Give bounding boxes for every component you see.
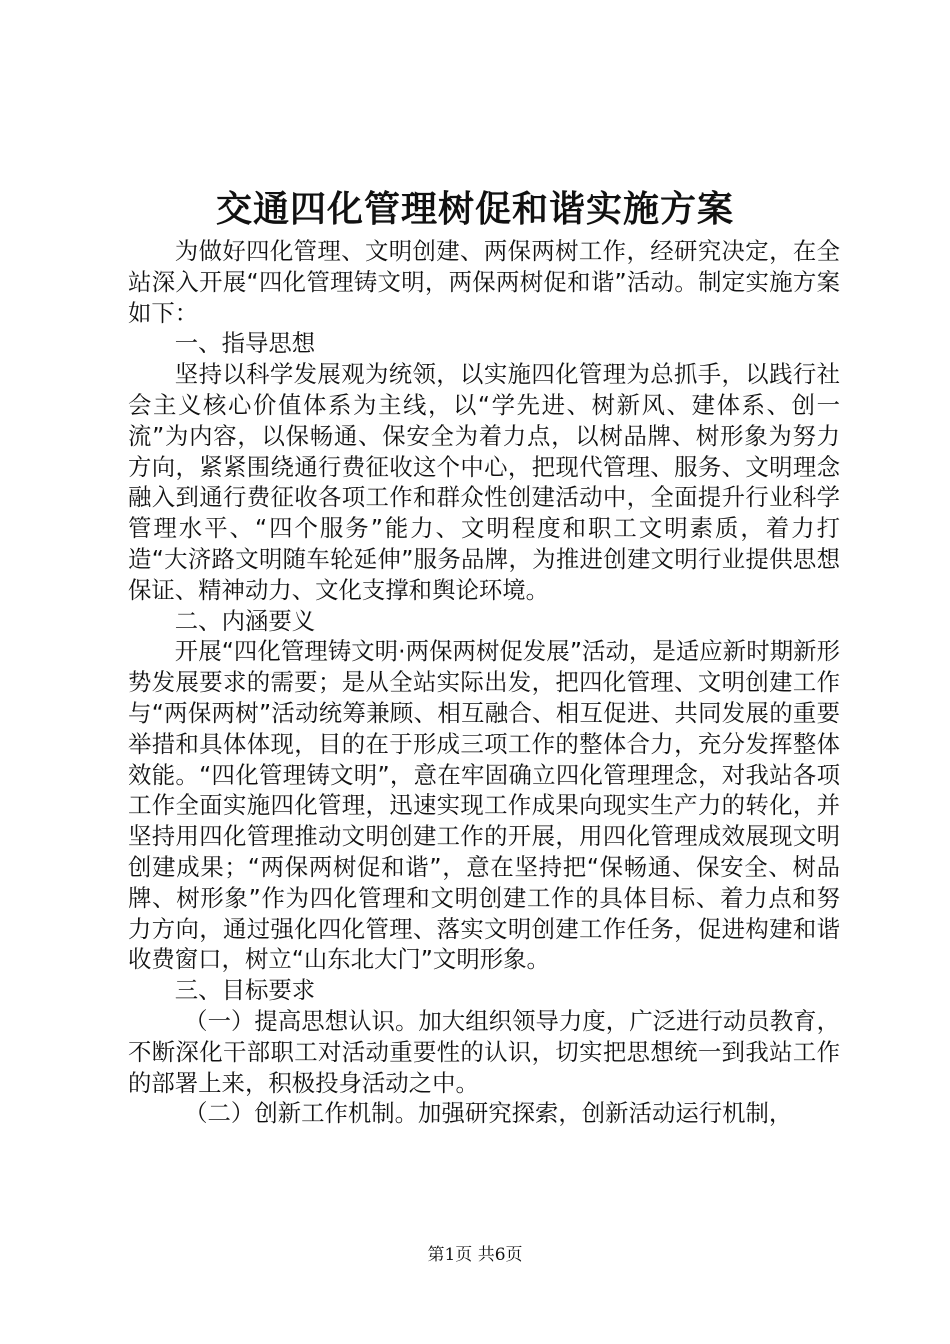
section-heading-goals: 三、目标要求 bbox=[174, 976, 316, 1005]
paragraph-goal-1: （一）提高思想认识。加大组织领导力度，广泛进行动员教育，不断深化干部职工对活动重要性的认识，切实把思想统一到我站工作的部署上来，积极投身活动之中。 bbox=[128, 1006, 840, 1097]
document-body bbox=[128, 236, 840, 1129]
paragraph-intro: 为做好四化管理、文明创建、两保两树工作，经研究决定，在全站深入开展“四化管理铸文明，两保两树促和谐”活动。制定实施方案如下： bbox=[128, 237, 840, 327]
paragraph-connotation: 开展“四化管理铸文明·两保两树促发展”活动，是适应新时期新形势发展要求的需要；是从全站实际出发，把四化管理、文明创建工作与“两保两树”活动统筹兼顾、相互融合、相互促进、共同发展的重要举措和具体体现，目的在于形成三项工作的整体合力，充分发挥整体效能。“四化管理铸文明”，意在牢固确立四化管理理念，对我站各项工作全面实施四化管理，迅速实现工作成果向现实生产力的转化，并坚持用四化管理推动文明创建工作的开展，用四化管理成效展现文明创建成果；“两保两树促和谐”，意在坚持把“保畅通、保安全、树品牌、树形象”作为四化管理和文明创建工作的具体目标、着力点和努力方向，通过强化四化管理、落实文明创建工作任务，促进构建和谐收费窗口，树立“山东北大门”文明形象。 bbox=[128, 637, 840, 974]
paragraph-goal-2: （二）创新工作机制。加强研究探索，创新活动运行机制， bbox=[184, 1099, 793, 1128]
section-heading-guiding-thought: 一、指导思想 bbox=[174, 329, 316, 358]
page-number-footer: 第1页 共6页 bbox=[427, 1245, 523, 1265]
document-title: 交通四化管理树促和谐实施方案 bbox=[215, 188, 734, 230]
section-heading-connotation: 二、内涵要义 bbox=[174, 606, 316, 635]
paragraph-guiding-thought: 坚持以科学发展观为统领，以实施四化管理为总抓手，以践行社会主义核心价值体系为主线，以“学先进、树新风、建体系、创一流”为内容，以保畅通、保安全为着力点，以树品牌、树形象为努力方向，紧紧围绕通行费征收这个中心，把现代管理、服务、文明理念融入到通行费征收各项工作和群众性创建活动中，全面提升行业科学管理水平、“四个服务”能力、文明程度和职工文明素质，着力打造“大济路文明随车轮延伸”服务品牌，为推进创建文明行业提供思想保证、精神动力、文化支撑和舆论环境。 bbox=[128, 360, 840, 604]
